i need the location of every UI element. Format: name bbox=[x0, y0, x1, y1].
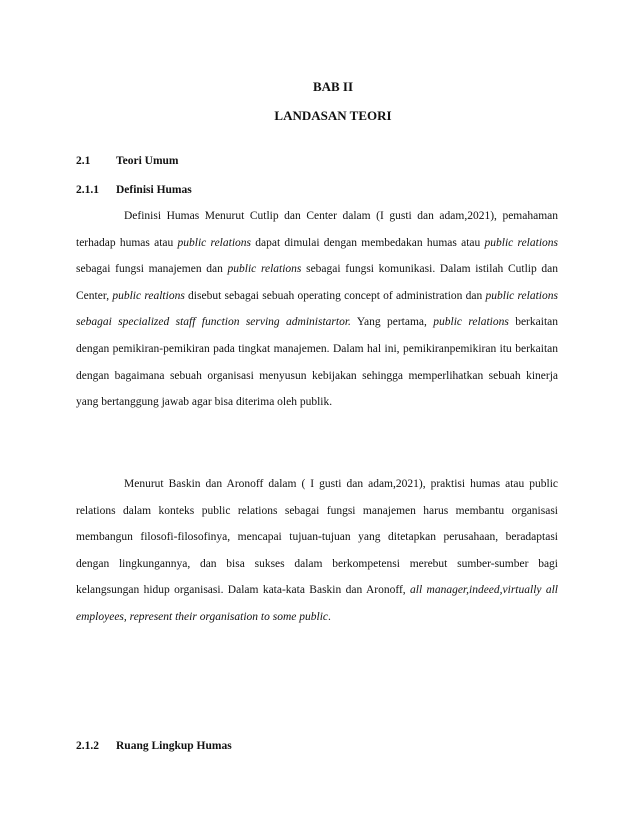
italic-term: public realtions bbox=[112, 289, 185, 302]
section-heading bbox=[76, 155, 179, 167]
paragraph-text: disebut sebagai sebuah operating concept of administration dan bbox=[184, 289, 486, 302]
subsection-heading-ruang-lingkup bbox=[76, 740, 232, 752]
section-title: Teori Umum bbox=[116, 155, 179, 167]
paragraph-text: . bbox=[328, 610, 331, 623]
chapter-title: LANDASAN TEORI bbox=[274, 108, 392, 123]
subsection-title: Ruang Lingkup Humas bbox=[116, 740, 232, 752]
paragraph-text: Definisi Humas Menurut Cutlip dan Center dalam (I gusti dan adam,2021), pemahaman terhadap humas atau bbox=[76, 210, 558, 249]
subsection-title: Definisi Humas bbox=[116, 184, 192, 196]
italic-term: public relations sebagai specialized staff function serving administartor. bbox=[76, 289, 558, 329]
subsection-number: 2.1.1 bbox=[76, 184, 99, 196]
chapter-number: BAB II bbox=[312, 79, 354, 94]
paragraph-text: Menurut Baskin dan Aronoff dalam ( I gusti dan adam,2021), praktisi humas atau public relations dalam konteks public relations sebagai fungsi manajemen harus membantu organisasi membangun filosofi-filosofinya, mencapai tujuan-tujuan yang ditetapkan perusahaan, beradaptasi dengan lingkungannya, dan bisa sukses dalam berkompetensi merebut sumber-sumber bagi kelangsungan hidup organisasi. Dalam kata-kata Baskin dan Aronoff, bbox=[76, 478, 558, 597]
italic-term: public relations bbox=[227, 263, 302, 276]
paragraph-baskin-aronoff bbox=[76, 471, 558, 631]
subsection-heading-definisi bbox=[76, 184, 192, 196]
paragraph-text: dapat dimulai dengan membedakan humas atau bbox=[251, 236, 485, 249]
paragraph-definisi-humas bbox=[76, 203, 558, 416]
italic-term: public relations bbox=[177, 236, 251, 249]
paragraph-text: sebagai fungsi komunikasi. Dalam istilah Cutlip dan Center, bbox=[76, 263, 559, 302]
section-number: 2.1 bbox=[76, 155, 91, 167]
subsection-number: 2.1.2 bbox=[76, 740, 99, 752]
paragraph-text: sebagai fungsi manajemen dan bbox=[76, 263, 228, 276]
italic-term: public relations bbox=[433, 316, 509, 329]
paragraph-text: Yang pertama, bbox=[350, 316, 434, 329]
italic-term: public relations bbox=[484, 236, 558, 249]
paragraph-text: berkaitan dengan pemikiran-pemikiran pada tingkat manajemen. Dalam hal ini, pemikiranpemikiran itu berkaitan dengan bagaimana sebuah organisasi menyusun kebijakan sehingga memperlihatkan sebuah kinerja yang bertanggung jawab agar bisa diterima oleh publik. bbox=[76, 316, 558, 409]
italic-quote: all manager,indeed,virtually all employees, represent their organisation to some public bbox=[76, 584, 558, 623]
